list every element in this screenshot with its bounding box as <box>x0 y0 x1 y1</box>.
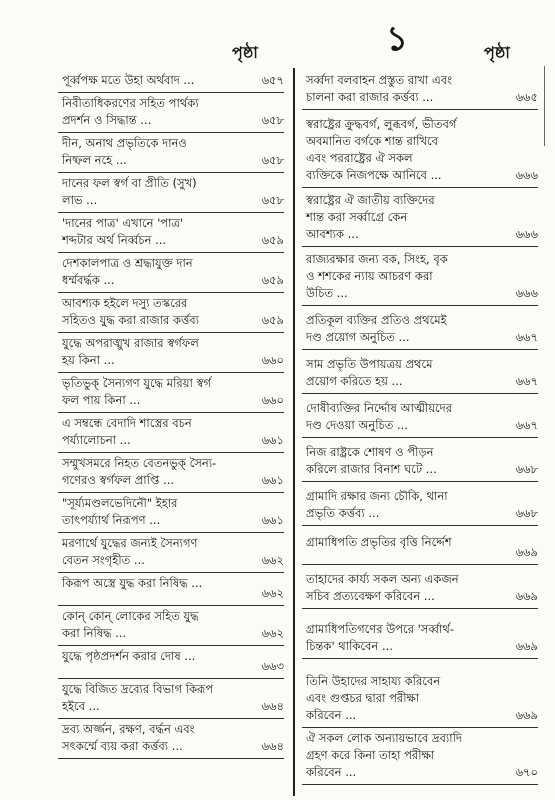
toc-entry-page-number: ৬৬৮ <box>515 506 538 520</box>
toc-entry <box>58 533 284 573</box>
toc-entry-page-number: ৬৫৮ <box>261 153 284 167</box>
toc-entry-title: সম্মুখসমরে নিহত বেতনভুক্ সৈন্য- গণেরও স্বর্গফল প্রাপ্তি ... <box>62 456 217 487</box>
toc-entry-title: তাহাদের কার্য্য সকল অন্য একজন সচিব প্রত্যবেক্ষণ করিবেন ... <box>306 572 459 603</box>
toc-entry-title: যুদ্ধে পৃষ্ঠপ্রদর্শন করার দোষ ... <box>62 649 196 663</box>
toc-entry <box>58 606 284 646</box>
toc-entry <box>58 133 284 173</box>
toc-entry <box>58 70 284 93</box>
edge-rule <box>544 66 545 146</box>
toc-entry <box>302 398 538 438</box>
toc-entry-title: দোষীব্যক্তির নির্দ্দোষ আত্মীয়দের দণ্ড দেওয়া অনুচিত ... <box>306 401 453 432</box>
toc-entry <box>58 253 284 293</box>
toc-entry-page-number: ৬৫৯ <box>261 313 284 327</box>
toc-entry-title: ভৃতিভুক্ সৈন্যগণ যুদ্ধে মরিয়া স্বর্গ ফল পায় কিনা ... <box>62 376 211 407</box>
toc-entry-title: গ্রামাদি রক্ষার জন্য চৌকি, থানা প্রভৃতি কর্ত্তব্য ... <box>306 489 448 520</box>
toc-entry-title: আবশ্যক হইলে দস্যু তস্করের সহিতও যুদ্ধ করা রাজার কর্ত্তব্য <box>62 296 200 327</box>
toc-entry-title: সাম প্রভৃতি উপায়ত্রয় প্রথমে প্রয়োগ করিতে হয় ... <box>306 357 433 388</box>
toc-entry <box>302 728 538 785</box>
toc-entry-title: দ্রব্য অর্জ্জন, রক্ষণ, বর্দ্ধন এবং সৎকর্ম্মে ব্যয় করা কর্ত্তব্য ... <box>62 722 195 753</box>
toc-entry-page-number: ৬৫৮ <box>261 193 284 207</box>
toc-entry <box>58 373 284 413</box>
toc-entry-page-number: ৬৬৬ <box>515 227 538 241</box>
toc-entry-page-number: ৬৬৫ <box>515 90 538 104</box>
toc-entry-page-number: ৬৬১ <box>261 513 284 527</box>
toc-entry-page-number: ৬৬৯ <box>515 639 538 653</box>
toc-entry <box>58 719 284 759</box>
toc-entry <box>302 486 538 526</box>
page-header <box>0 0 555 66</box>
toc-entry-title: তিনি উহাদের সাহায্য করিবেন এবং গুপ্তচর দ্বারা পরীক্ষা করিবেন ... <box>306 674 441 722</box>
toc-entry-page-number: ৬৬৪ <box>261 699 284 713</box>
toc-entry <box>302 442 538 482</box>
toc-entry <box>302 569 538 609</box>
toc-entry-page-number: ৬৫৯ <box>261 233 284 247</box>
toc-entry <box>302 671 538 728</box>
toc-entry <box>58 679 284 719</box>
toc-entry-page-number: ৬৬৭ <box>515 374 538 388</box>
toc-entry-page-number: ৬৫৮ <box>261 113 284 127</box>
toc-entry-title: প্রতিকূল ব্যক্তির প্রতিও প্রথমেই দণ্ড প্রয়োগ অনুচিত ... <box>306 313 447 344</box>
toc-entry-title: এ সম্বন্ধে বেদাদি শাস্ত্রের বচন পর্য্যালোচনা ... <box>62 416 192 447</box>
toc-entry <box>302 249 538 306</box>
toc-entry <box>302 354 538 394</box>
right-toc-column <box>302 70 538 785</box>
toc-entry <box>58 293 284 333</box>
toc-entry-title: নিজ রাষ্ট্রকে শোষণ ও পীড়ন করিলে রাজার বিনাশ ঘটে ... <box>306 445 437 476</box>
toc-entry-title: যুদ্ধে অপরাঙ্মুখ রাজার স্বর্গফল হয় কিনা ... <box>62 336 199 367</box>
toc-entry <box>302 70 538 110</box>
page-number: ১ <box>386 19 409 59</box>
toc-entry-page-number: ৬৬৭ <box>515 330 538 344</box>
toc-entry-page-number: ৬৬১ <box>261 473 284 487</box>
toc-entry-page-number: ৬৬৬ <box>515 286 538 300</box>
left-column-page-heading: পৃষ্ঠা <box>232 43 258 62</box>
toc-entry-title: রাজ্যরক্ষার জন্য বক, সিংহ, বৃক ও শশকের ন্যায় আচরণ করা উচিত ... <box>306 252 448 300</box>
toc-entry-title: ঐ সকল লোক অন্যায়ভাবে দ্রব্যাদি গ্রহণ করে কিনা তাহা পরীক্ষা করিবেন ... <box>306 731 462 779</box>
toc-entry-page-number: ৬৬৯ <box>515 589 538 603</box>
toc-entry <box>302 532 538 565</box>
toc-entry <box>302 114 538 188</box>
toc-entry <box>302 310 538 350</box>
toc-entry <box>58 646 284 679</box>
toc-entry-title: মরণার্থে যুদ্ধের জন্যই সৈন্যগণ বেতন সংগৃহীত ... <box>62 536 198 567</box>
toc-entry-page-number: ৬৬১ <box>261 433 284 447</box>
toc-entry-page-number: ৬৬৬ <box>515 168 538 182</box>
toc-entry-title: স্বরাষ্ট্রের ক্রুদ্ধবর্গ, লুব্ধবর্গ, ভীতবর্গ অবমানিত বর্গকে শান্ত রাখিবে এবং পররাষ্ট্রের ঐ সকল ব্যক্তিকে নিজপক্ষে আনিবে ... <box>306 117 457 182</box>
toc-entry <box>58 573 284 606</box>
toc-entry <box>58 93 284 133</box>
toc-entry <box>58 333 284 373</box>
toc-entry <box>58 173 284 213</box>
toc-entry-page-number: ৬৬২ <box>261 626 284 640</box>
toc-entry-page-number: ৬৬৭ <box>515 418 538 432</box>
toc-entry-title: 'দানের পাত্র' এখানে 'পাত্র' শব্দটার অর্থ নির্ব্বচন ... <box>62 216 184 247</box>
toc-entry <box>58 413 284 453</box>
toc-entry <box>58 453 284 493</box>
toc-entry-title: দেশকালপাত্র ও শ্রদ্ধাযুক্ত দান ধর্ম্মবর্দ্ধক ... <box>62 256 193 287</box>
right-column-page-heading: পৃষ্ঠা <box>484 43 510 62</box>
toc-entry-page-number: ৬৬৪ <box>261 739 284 753</box>
left-toc-column <box>58 70 284 759</box>
toc-entry-title: যুদ্ধে বিজিত দ্রব্যের বিভাগ কিরূপ হইবে ... <box>62 682 214 713</box>
toc-entry-title: পূর্ব্বপক্ষ মতে উহা অর্থবাদ ... <box>62 73 195 87</box>
toc-entry-title: স্বরাষ্ট্রের ঐ জাতীয় ব্যক্তিদের শান্ত করা সর্ব্বাগ্রে কেন আবশ্যক ... <box>306 193 435 241</box>
toc-entry <box>58 493 284 533</box>
toc-entry-title: নিবীতাধিকরণের সহিত পার্থক্য প্রদর্শন ও সিদ্ধান্ত ... <box>62 96 199 127</box>
toc-entry-title: কিরূপ অস্ত্রে যুদ্ধ করা নিষিদ্ধ ... <box>62 576 203 590</box>
toc-entry-title: "সূর্য্যমণ্ডলভেদিনৌ" ইহার তাৎপর্য্যার্থ নিরূপণ ... <box>62 496 178 527</box>
column-divider <box>293 68 295 796</box>
toc-entry-page-number: ৬৬৩ <box>261 659 284 673</box>
toc-entry-page-number: ৬৬২ <box>261 586 284 600</box>
toc-entry-page-number: ৬৬০ <box>261 353 284 367</box>
toc-entry-title: দীন, অনাথ প্রভৃতিকে দানও নিষ্ফল নহে ... <box>62 136 187 167</box>
toc-entry-title: গ্রামাধিপতিগণের উপরে 'সর্ব্বার্থ- চিন্তক' থাকিবেন ... <box>306 622 454 653</box>
toc-entry-title: সর্ব্বদা বলবাহন প্রস্তুত রাখা এবং চালনা করা রাজার কর্ত্তব্য ... <box>306 73 453 104</box>
toc-entry <box>302 619 538 659</box>
toc-entry-title: গ্রামাধিপতি প্রভৃতির বৃত্তি নির্দ্দেশ <box>306 535 452 549</box>
toc-entry <box>302 190 538 247</box>
toc-entry-page-number: ৬৬৯ <box>515 708 538 722</box>
toc-entry-page-number: ৬৬৯ <box>515 545 538 559</box>
toc-entry-page-number: ৬৫৯ <box>261 273 284 287</box>
toc-entry-page-number: ৬৬০ <box>261 393 284 407</box>
toc-entry-page-number: ৬৫৭ <box>261 73 284 87</box>
toc-entry-page-number: ৬৭০ <box>515 765 538 779</box>
toc-entry <box>58 213 284 253</box>
toc-entry-page-number: ৬৬২ <box>261 553 284 567</box>
toc-entry-page-number: ৬৬৮ <box>515 462 538 476</box>
toc-entry-title: দানের ফল স্বর্গ বা প্রীতি (সুখ) লাভ ... <box>62 176 197 207</box>
toc-entry-title: কোন্ কোন্ লোকের সহিত যুদ্ধ করা নিষিদ্ধ ... <box>62 609 199 640</box>
